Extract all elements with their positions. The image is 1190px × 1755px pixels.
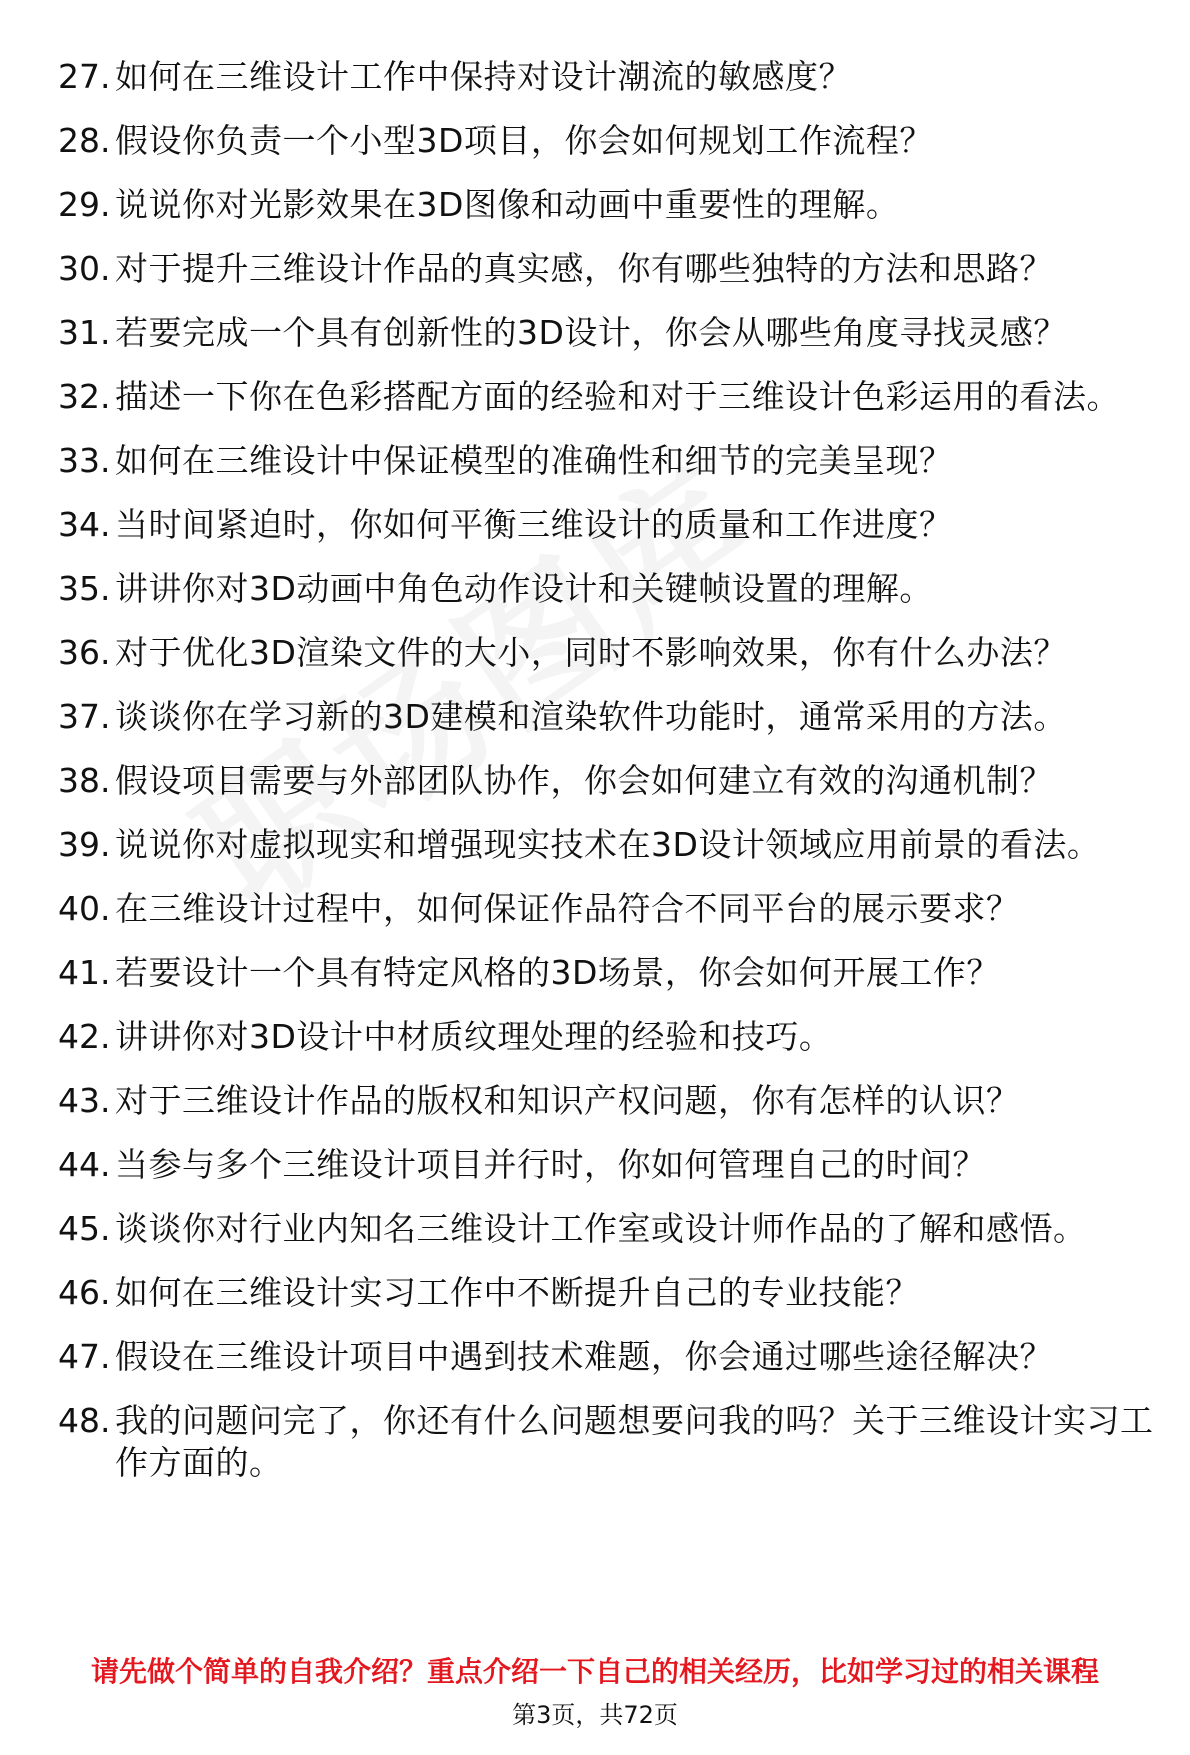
question-text: 谈谈你对行业内知名三维设计工作室或设计师作品的了解和感悟。 — [115, 1209, 1087, 1248]
question-item — [0, 120, 1190, 162]
question-number: 42. — [58, 1017, 111, 1056]
question-text: 讲讲你对3D设计中材质纹理处理的经验和技巧。 — [115, 1017, 833, 1056]
question-number: 38. — [58, 761, 111, 800]
question-item — [0, 888, 1190, 930]
question-number: 32. — [58, 377, 111, 416]
question-text: 说说你对虚拟现实和增强现实技术在3D设计领域应用前景的看法。 — [115, 825, 1101, 864]
question-text: 描述一下你在色彩搭配方面的经验和对于三维设计色彩运用的看法。 — [115, 377, 1120, 416]
question-text: 假设在三维设计项目中遇到技术难题，你会通过哪些途径解决？ — [115, 1337, 1053, 1376]
question-number: 43. — [58, 1081, 111, 1120]
question-item — [0, 1208, 1190, 1250]
question-item — [0, 440, 1190, 482]
question-item — [0, 248, 1190, 290]
question-number: 33. — [58, 441, 111, 480]
question-item — [0, 504, 1190, 546]
question-text: 说说你对光影效果在3D图像和动画中重要性的理解。 — [115, 185, 900, 224]
question-text: 谈谈你在学习新的3D建模和渲染软件功能时，通常采用的方法。 — [115, 697, 1067, 736]
question-item — [0, 824, 1190, 866]
question-number: 41. — [58, 953, 111, 992]
question-item — [0, 760, 1190, 802]
question-text: 对于优化3D渲染文件的大小，同时不影响效果，你有什么办法？ — [115, 633, 1067, 672]
question-text: 对于三维设计作品的版权和知识产权问题，你有怎样的认识？ — [115, 1081, 1020, 1120]
question-number: 36. — [58, 633, 111, 672]
question-item — [0, 1400, 1190, 1484]
question-item — [0, 312, 1190, 354]
question-number: 45. — [58, 1209, 111, 1248]
question-item — [0, 952, 1190, 994]
question-text: 讲讲你对3D动画中角色动作设计和关键帧设置的理解。 — [115, 569, 933, 608]
question-text: 我的问题问完了，你还有什么问题想要问我的吗？关于三维设计实习工作方面的。 — [115, 1401, 1154, 1482]
question-text: 如何在三维设计实习工作中不断提升自己的专业技能？ — [115, 1273, 919, 1312]
question-number: 29. — [58, 185, 111, 224]
question-number: 46. — [58, 1273, 111, 1312]
question-item — [0, 1336, 1190, 1378]
page-number: 第3页，共72页 — [512, 1701, 678, 1729]
question-text: 若要设计一个具有特定风格的3D场景，你会如何开展工作？ — [115, 953, 1000, 992]
question-text: 假设你负责一个小型3D项目，你会如何规划工作流程？ — [115, 121, 933, 160]
question-item — [0, 1016, 1190, 1058]
question-number: 34. — [58, 505, 111, 544]
highlight-question: 请先做个简单的自我介绍？重点介绍一下自己的相关经历，比如学习过的相关课程 — [90, 1655, 1099, 1688]
question-number: 30. — [58, 249, 111, 288]
question-number: 35. — [58, 569, 111, 608]
question-item — [0, 376, 1190, 418]
question-number: 48. — [58, 1401, 111, 1440]
question-item — [0, 632, 1190, 674]
question-item — [0, 1272, 1190, 1314]
question-number: 37. — [58, 697, 111, 736]
question-item — [0, 56, 1190, 98]
question-number: 31. — [58, 313, 111, 352]
question-text: 如何在三维设计工作中保持对设计潮流的敏感度？ — [115, 57, 852, 96]
question-number: 27. — [58, 57, 111, 96]
question-number: 28. — [58, 121, 111, 160]
question-number: 40. — [58, 889, 111, 928]
question-text: 当时间紧迫时，你如何平衡三维设计的质量和工作进度？ — [115, 505, 953, 544]
question-text: 如何在三维设计中保证模型的准确性和细节的完美呈现？ — [115, 441, 953, 480]
question-item — [0, 696, 1190, 738]
question-list — [0, 56, 1190, 1506]
question-text: 当参与多个三维设计项目并行时，你如何管理自己的时间？ — [115, 1145, 986, 1184]
question-item — [0, 1080, 1190, 1122]
question-item — [0, 184, 1190, 226]
question-text: 若要完成一个具有创新性的3D设计，你会从哪些角度寻找灵感？ — [115, 313, 1067, 352]
question-text: 对于提升三维设计作品的真实感，你有哪些独特的方法和思路？ — [115, 249, 1053, 288]
question-text: 假设项目需要与外部团队协作，你会如何建立有效的沟通机制？ — [115, 761, 1053, 800]
question-number: 44. — [58, 1145, 111, 1184]
question-item — [0, 568, 1190, 610]
question-text: 在三维设计过程中，如何保证作品符合不同平台的展示要求？ — [115, 889, 1020, 928]
question-item — [0, 1144, 1190, 1186]
question-number: 39. — [58, 825, 111, 864]
question-number: 47. — [58, 1337, 111, 1376]
